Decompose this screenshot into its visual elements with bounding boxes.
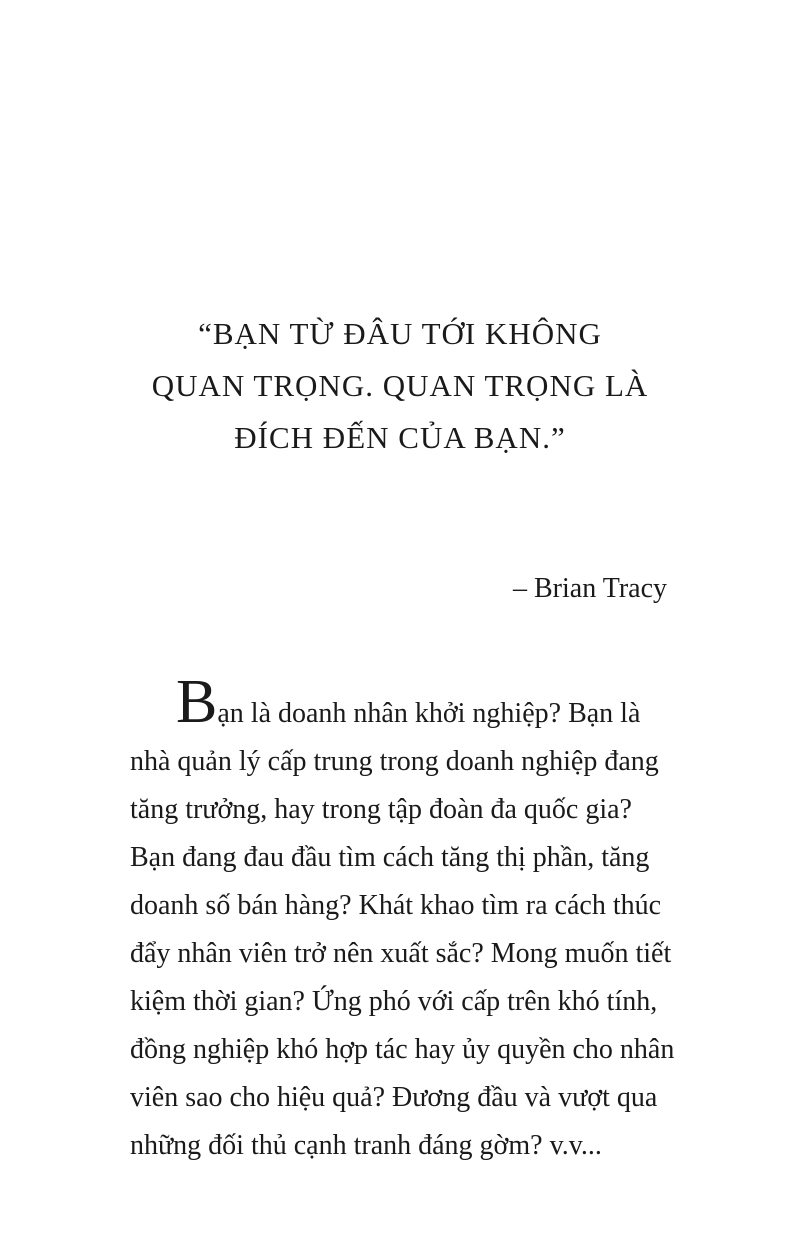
body-line: đồng nghiệp khó hợp tác hay ủy quyền cho nhân bbox=[130, 1034, 675, 1065]
first-line-text: ạn là doanh nhân khởi nghiệp? Bạn là bbox=[217, 698, 641, 729]
body-line: doanh số bán hàng? Khát khao tìm ra cách thúc bbox=[130, 890, 662, 921]
quote-line: ĐÍCH ĐẾN CỦA BẠN.” bbox=[234, 420, 566, 455]
body-line: Bạn đang đau đầu tìm cách tăng thị phần, tăng bbox=[130, 842, 650, 873]
body-line: nhà quản lý cấp trung trong doanh nghiệp đang bbox=[130, 746, 659, 777]
body-line: tăng trưởng, hay trong tập đoàn đa quốc gia? bbox=[130, 794, 632, 825]
quote-line: “BẠN TỪ ĐÂU TỚI KHÔNG bbox=[198, 316, 602, 351]
quote-line: QUAN TRỌNG. QUAN TRỌNG LÀ bbox=[151, 368, 649, 403]
body-line: kiệm thời gian? Ứng phó với cấp trên khó tính, bbox=[130, 986, 658, 1017]
body-line: viên sao cho hiệu quả? Đương đầu và vượt qua bbox=[130, 1082, 658, 1113]
body-line: đẩy nhân viên trở nên xuất sắc? Mong muốn tiết bbox=[130, 938, 672, 969]
drop-cap: B bbox=[176, 668, 218, 736]
quote-attribution: – Brian Tracy bbox=[513, 573, 667, 604]
body-line: những đối thủ cạnh tranh đáng gờm? v.v... bbox=[130, 1130, 602, 1161]
body-first-line bbox=[130, 668, 680, 738]
body-paragraph bbox=[130, 668, 680, 1170]
epigraph-quote bbox=[100, 308, 700, 464]
